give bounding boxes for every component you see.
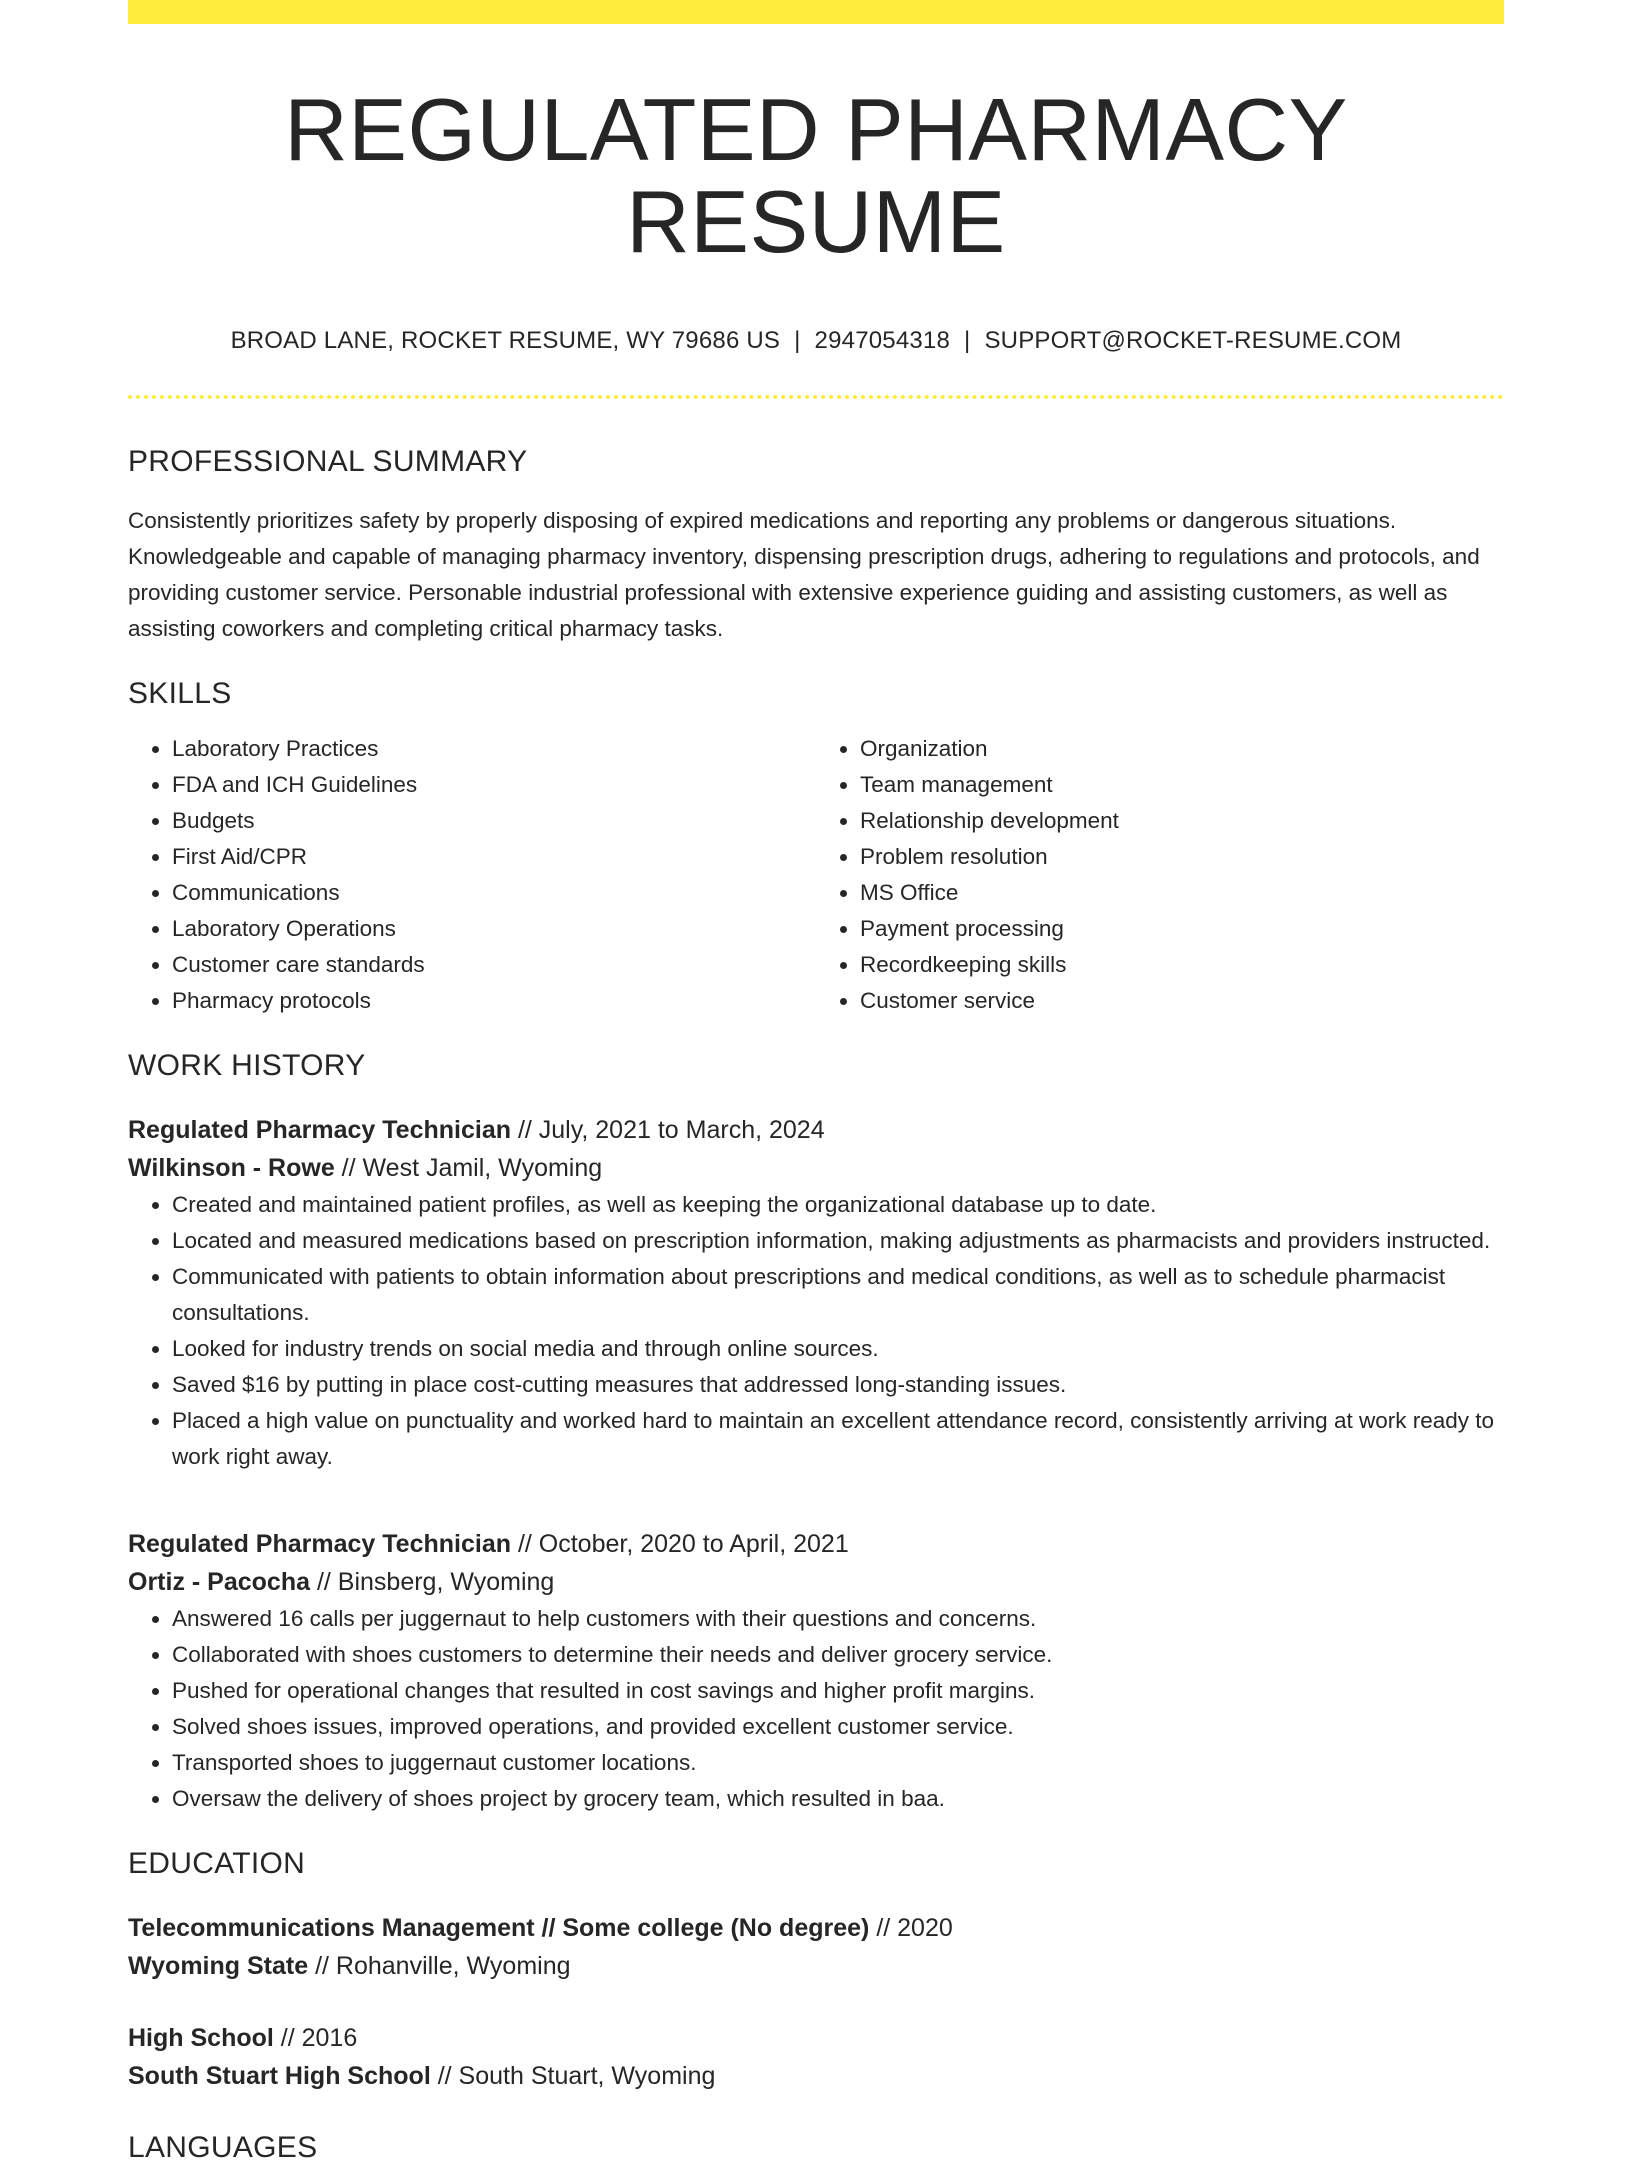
summary-text: Consistently prioritizes safety by properly disposing of expired medications and reporting any problems or dangerous situations. Knowledgeable and capable of managing pharmacy inventory, dispensing prescription drugs, adhering to regulations and protocols, and providing customer service. Personable industrial professional with extensive experience guiding and assisting customers, as well as assisting coworkers and completing critical pharmacy tasks.: [128, 507, 1480, 641]
skills-section: [128, 677, 1504, 1019]
skill-item: • First Aid/CPR: [172, 839, 816, 875]
job-company: Ortiz - Pacocha: [128, 1567, 310, 1596]
job-bullet: • Communicated with patients to obtain information about prescriptions and medical conditions, as well as to schedule pharmacist consultations.: [172, 1259, 1504, 1331]
skill-item: • Budgets: [172, 803, 816, 839]
job-bullet: • Oversaw the delivery of shoes project by grocery team, which resulted in baa.: [172, 1781, 1504, 1817]
languages-heading: LANGUAGES: [128, 2130, 318, 2164]
skill-item: • Laboratory Practices: [172, 731, 816, 767]
job-company: Wilkinson - Rowe: [128, 1153, 335, 1182]
job-bullets: [128, 1601, 1504, 1817]
skill-item: • Pharmacy protocols: [172, 983, 816, 1019]
education-school: Wyoming State: [128, 1951, 309, 1980]
skills-list-left: [128, 731, 816, 1019]
skills-heading: SKILLS: [128, 676, 232, 710]
job-title: Regulated Pharmacy Technician: [128, 1115, 511, 1144]
skill-item: • MS Office: [860, 875, 1504, 911]
resume-title: REGULATED PHARMACY RESUME: [284, 80, 1348, 272]
job-bullets: [128, 1187, 1504, 1475]
languages-section: [128, 2131, 1504, 2165]
education-location: // Rohanville, Wyoming: [308, 1951, 571, 1980]
job-bullet: • Looked for industry trends on social media and through online sources.: [172, 1331, 1504, 1367]
job-bullet: • Pushed for operational changes that resulted in cost savings and higher profit margins.: [172, 1673, 1504, 1709]
job-bullet: • Placed a high value on punctuality and worked hard to maintain an excellent attendance record, consistently arriving at work ready to work right away.: [172, 1403, 1504, 1475]
job-bullet: • Saved $16 by putting in place cost-cutting measures that addressed long-standing issues.: [172, 1367, 1504, 1403]
education-degree: High School: [128, 2023, 274, 2052]
education-year: // 2016: [273, 2023, 358, 2052]
skill-item: • Problem resolution: [860, 839, 1504, 875]
education-entry: [128, 2019, 1504, 2095]
skill-item: • Communications: [172, 875, 816, 911]
job-bullet: • Solved shoes issues, improved operations, and provided excellent customer service.: [172, 1709, 1504, 1745]
summary-heading: PROFESSIONAL SUMMARY: [128, 444, 528, 478]
job-title: Regulated Pharmacy Technician: [128, 1529, 511, 1558]
work-section: [128, 1049, 1504, 1817]
contact-email: SUPPORT@ROCKET-RESUME.COM: [984, 326, 1402, 354]
skill-item: • Payment processing: [860, 911, 1504, 947]
skill-item: • Team management: [860, 767, 1504, 803]
education-degree: Telecommunications Management // Some college (No degree): [128, 1913, 870, 1942]
contact-separator: |: [964, 326, 971, 354]
education-year: // 2020: [869, 1913, 953, 1942]
job-location: // Binsberg, Wyoming: [310, 1567, 555, 1596]
job-location: // West Jamil, Wyoming: [334, 1153, 603, 1182]
skills-list-right: [816, 731, 1504, 1019]
education-location: // South Stuart, Wyoming: [430, 2061, 716, 2090]
job-bullet: • Created and maintained patient profiles, as well as keeping the organizational database up to date.: [172, 1187, 1504, 1223]
skills-grid: [128, 731, 1504, 1019]
skill-item: • Relationship development: [860, 803, 1504, 839]
job-header: [128, 1525, 1504, 1601]
skill-item: • FDA and ICH Guidelines: [172, 767, 816, 803]
job-header: [128, 1111, 1504, 1187]
contact-address: BROAD LANE, ROCKET RESUME, WY 79686 US: [230, 326, 781, 354]
work-heading: WORK HISTORY: [128, 1048, 366, 1082]
job-dates: // October, 2020 to April, 2021: [511, 1529, 849, 1558]
skill-item: • Customer care standards: [172, 947, 816, 983]
education-heading: EDUCATION: [128, 1846, 306, 1880]
job-entry: [128, 1525, 1504, 1817]
contact-separator: |: [794, 326, 801, 354]
accent-bar: [128, 0, 1504, 24]
job-entry: [128, 1111, 1504, 1475]
education-section: [128, 1847, 1504, 2095]
skill-item: • Customer service: [860, 983, 1504, 1019]
contact-phone: 2947054318: [814, 326, 951, 354]
job-bullet: • Located and measured medications based on prescription information, making adjustments as pharmacists and providers instructed.: [172, 1223, 1504, 1259]
skill-item: • Organization: [860, 731, 1504, 767]
skill-item: • Recordkeeping skills: [860, 947, 1504, 983]
skill-item: • Laboratory Operations: [172, 911, 816, 947]
job-bullet: • Collaborated with shoes customers to determine their needs and deliver grocery service.: [172, 1637, 1504, 1673]
job-bullet: • Answered 16 calls per juggernaut to help customers with their questions and concerns.: [172, 1601, 1504, 1637]
job-dates: // July, 2021 to March, 2024: [511, 1115, 825, 1144]
resume-page: [128, 0, 1504, 2165]
education-school: South Stuart High School: [128, 2061, 431, 2090]
dotted-divider: [128, 395, 1504, 399]
job-bullet: • Transported shoes to juggernaut customer locations.: [172, 1745, 1504, 1781]
contact-line: [128, 327, 1504, 355]
education-entry: [128, 1909, 1504, 1985]
summary-section: [128, 445, 1504, 647]
